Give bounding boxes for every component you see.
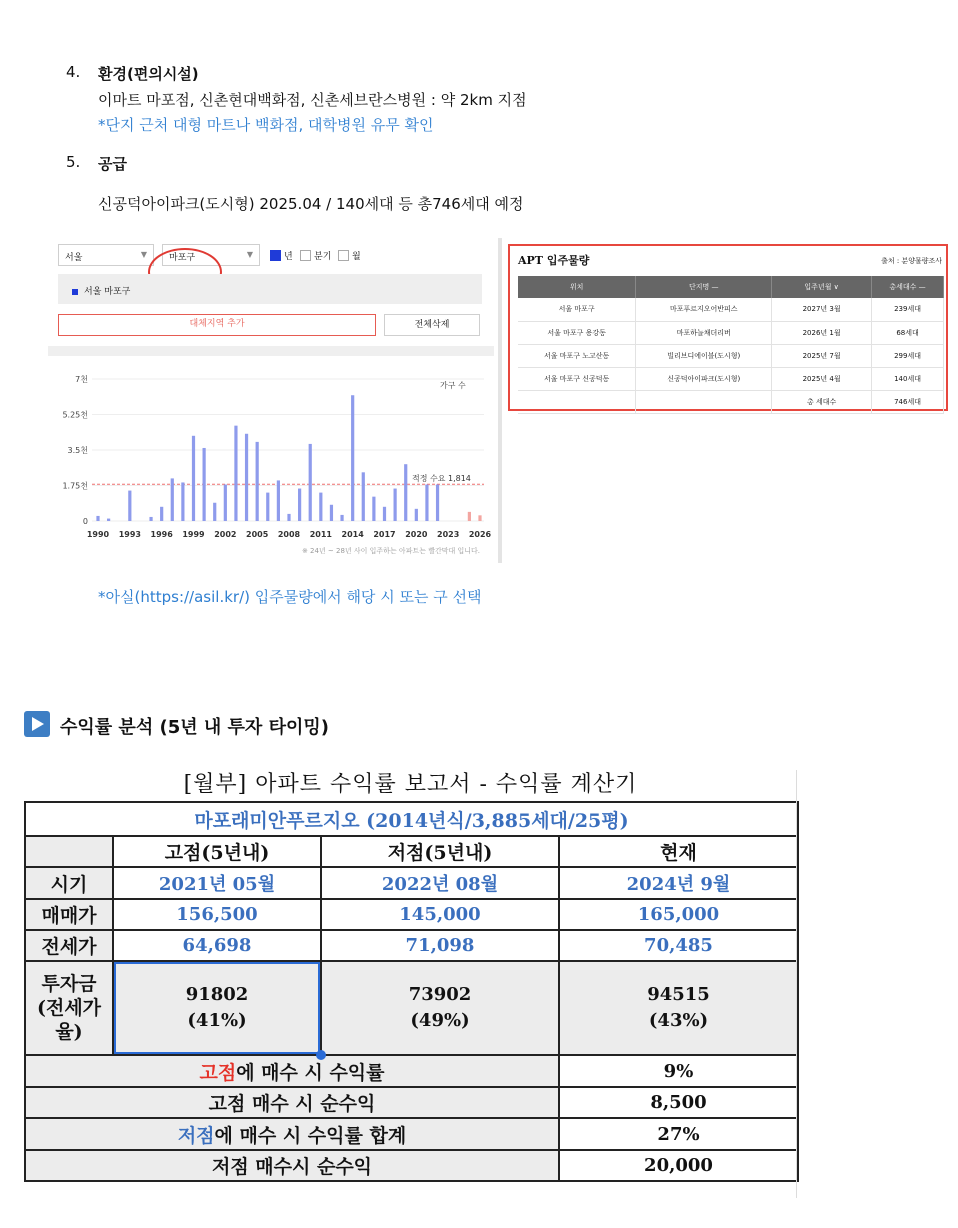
chart-bar[interactable] [383, 507, 386, 521]
report-subtitle: 마포래미안푸르지오 (2014년식/3,885세대/25평) [25, 802, 798, 836]
table-row [518, 344, 944, 367]
section-number: 4. [66, 63, 81, 81]
cell-complex: 신공덕아이파크(도시형) [636, 367, 772, 390]
table-row [25, 1087, 798, 1118]
cell-date: 2027년 3월 [772, 298, 872, 321]
supply-bar-chart [48, 363, 494, 563]
sale-low[interactable]: 145,000 [321, 899, 559, 930]
cell-date: 2026년 1월 [772, 321, 872, 344]
table-row [25, 930, 798, 961]
chart-footnote: ※ 24년 ~ 28년 사이 입주하는 아파트는 빨간막대 입니다. [301, 547, 480, 555]
chart-bar[interactable] [245, 434, 248, 521]
section-4 [66, 63, 686, 135]
checkbox-checked-icon [270, 250, 281, 261]
page-guide-line [796, 770, 797, 1198]
cell-empty [518, 390, 636, 413]
report-subtitle-row [25, 802, 798, 836]
chart-bar[interactable] [160, 507, 163, 521]
cell-location: 서울 마포구 노고산동 [518, 344, 636, 367]
low-buy-profit-label: 저점 매수시 순수익 [25, 1150, 559, 1181]
sale-high[interactable]: 156,500 [113, 899, 321, 930]
chart-bar[interactable] [404, 464, 407, 521]
x-tick-label: 2014 [341, 530, 364, 539]
chart-bar[interactable] [319, 493, 322, 521]
table-row [518, 298, 944, 321]
table-header-row [518, 276, 944, 298]
x-tick-label: 2023 [437, 530, 460, 539]
invest-high-amount: 91802 [185, 984, 249, 1005]
cell-complex: 마포하늘채더리버 [636, 321, 772, 344]
chart-bar[interactable] [394, 489, 397, 521]
jeonse-low[interactable]: 71,098 [321, 930, 559, 961]
period-high[interactable]: 2021년 05월 [113, 867, 321, 899]
panel-separator [498, 238, 502, 563]
period-year-checkbox[interactable] [270, 249, 293, 262]
delete-all-button[interactable]: 전체삭제 [384, 314, 480, 336]
asil-note: *아실(https://asil.kr/) 입주물량에서 해당 시 또는 구 선택 [98, 588, 482, 606]
invest-low-amount: 73902 [408, 984, 472, 1005]
sale-label: 매매가 [25, 899, 113, 930]
invest-label: 투자금 (전세가 율) [25, 961, 113, 1055]
y-tick-label: 5.25천 [62, 410, 88, 420]
chart-bar[interactable] [287, 514, 290, 521]
invest-high[interactable] [113, 961, 321, 1055]
invest-high-rate: (41%) [187, 1010, 247, 1031]
chart-bar[interactable] [128, 491, 131, 521]
period-year-label: 년 [284, 252, 293, 262]
period-label: 시기 [25, 867, 113, 899]
apt-panel-title: APT 입주물량 [518, 254, 590, 267]
chart-bar[interactable] [213, 503, 216, 521]
col-current: 현재 [559, 836, 798, 867]
add-region-button[interactable]: 대체지역 추가 [58, 314, 376, 336]
period-quarter-label: 분기 [314, 252, 332, 262]
cell-units: 140세대 [872, 367, 944, 390]
chart-bar[interactable] [234, 426, 237, 521]
chart-bar[interactable] [224, 484, 227, 521]
high-buy-rate-value[interactable]: 9% [559, 1055, 798, 1087]
checkbox-icon [300, 250, 311, 261]
x-tick-label: 1996 [150, 530, 173, 539]
chevron-down-icon: ▼ [140, 250, 147, 259]
high-buy-profit-value[interactable]: 8,500 [559, 1087, 798, 1118]
invest-low-rate: (49%) [410, 1010, 470, 1031]
chart-bar[interactable] [478, 515, 481, 521]
reference-line-label: 적정 수요 1,814 [412, 474, 471, 483]
x-tick-label: 2008 [277, 530, 301, 539]
y-tick-label: 3.5천 [67, 446, 88, 455]
cell-units: 299세대 [872, 344, 944, 367]
chart-bar[interactable] [425, 484, 428, 521]
section-heading: 수익률 분석 (5년 내 투자 타이밍) [60, 717, 329, 738]
x-tick-label: 2002 [214, 530, 237, 539]
chart-bar[interactable] [171, 478, 174, 521]
cell-empty [636, 390, 772, 413]
yield-report [24, 768, 797, 1182]
jeonse-high[interactable]: 64,698 [113, 930, 321, 961]
period-current[interactable]: 2024년 9월 [559, 867, 798, 899]
divider [48, 346, 494, 356]
chart-bar[interactable] [298, 489, 301, 521]
chart-bar[interactable] [203, 448, 206, 521]
chart-bar[interactable] [468, 512, 471, 521]
table-row [25, 899, 798, 930]
cell-date: 2025년 7월 [772, 344, 872, 367]
table-row [25, 867, 798, 899]
chart-bar[interactable] [266, 493, 269, 521]
section-number: 5. [66, 153, 81, 171]
table-row [25, 1055, 798, 1087]
total-label: 총 세대수 [772, 390, 872, 413]
y-tick-label: 0 [82, 517, 88, 526]
low-word: 저점 [177, 1124, 215, 1147]
low-rate-rest: 에 매수 시 수익률 합계 [214, 1124, 407, 1147]
checkbox-icon [338, 250, 349, 261]
chart-bar[interactable] [309, 444, 312, 521]
high-buy-profit-label: 고점 매수 시 순수익 [25, 1087, 559, 1118]
apt-supply-table [518, 276, 944, 414]
chart-bar[interactable] [330, 505, 333, 521]
x-tick-label: 1993 [118, 530, 141, 539]
supply-chart-widget [48, 238, 494, 563]
section-5 [66, 153, 686, 213]
table-row [25, 1118, 798, 1150]
chart-bar[interactable] [436, 484, 439, 521]
col-header-units[interactable]: 총세대수 — [872, 276, 944, 298]
low-buy-rate-value[interactable]: 27% [559, 1118, 798, 1150]
cell-units: 239세대 [872, 298, 944, 321]
x-tick-label: 2011 [309, 530, 332, 539]
col-header-complex[interactable]: 단지명 — [636, 276, 772, 298]
high-word: 고점 [199, 1061, 237, 1084]
chart-bar[interactable] [351, 395, 354, 521]
cell-units: 68세대 [872, 321, 944, 344]
chart-bar[interactable] [277, 480, 280, 521]
sale-current[interactable]: 165,000 [559, 899, 798, 930]
col-low: 저점(5년내) [321, 836, 559, 867]
table-header-row [25, 836, 798, 867]
section-text: 신공덕아이파크(도시형) 2025.04 / 140세대 등 총746세대 예정 [98, 195, 524, 213]
period-month-checkbox[interactable] [338, 249, 361, 262]
y-tick-label: 1.75천 [62, 481, 88, 491]
chart-bar[interactable] [362, 472, 365, 521]
table-row [25, 961, 798, 1055]
city-select-value: 서울 [65, 253, 83, 263]
section-text: 이마트 마포점, 신촌현대백화점, 신촌세브란스병원 : 약 2km 지점 [98, 91, 527, 109]
low-buy-profit-value[interactable]: 20,000 [559, 1150, 798, 1181]
col-header-location[interactable]: 위치 [518, 276, 636, 298]
cell-location: 서울 마포구 [518, 298, 636, 321]
period-month-label: 월 [352, 252, 361, 262]
corner-cell [25, 836, 113, 867]
table-row [518, 367, 944, 390]
region-tag-label: 서울 마포구 [84, 287, 131, 297]
x-tick-label: 2005 [246, 530, 269, 539]
y-tick-label: 7천 [75, 375, 88, 384]
col-high: 고점(5년내) [113, 836, 321, 867]
chart-bar[interactable] [107, 519, 110, 521]
chart-bar[interactable] [181, 482, 184, 521]
invest-current-rate: (43%) [648, 1010, 709, 1031]
cell-location: 서울 마포구 신공덕동 [518, 367, 636, 390]
high-rate-rest: 에 매수 시 수익률 [236, 1061, 385, 1084]
report-title: [월부] 아파트 수익률 보고서 - 수익률 계산기 [183, 772, 638, 797]
city-select[interactable] [58, 244, 154, 266]
section-note: *단지 근처 대형 마트나 백화점, 대학병원 유무 확인 [98, 116, 434, 134]
period-low[interactable]: 2022년 08월 [321, 867, 559, 899]
apt-source: 출처 : 분양물량조사 [881, 257, 942, 265]
x-tick-label: 1999 [182, 530, 205, 539]
chart-bar[interactable] [149, 517, 152, 521]
cell-complex: 빌리브디에이블(도시형) [636, 344, 772, 367]
yield-report-table [24, 801, 799, 1182]
selection-handle-icon[interactable] [316, 1050, 326, 1060]
play-icon [24, 711, 50, 737]
chart-bar[interactable] [372, 497, 375, 521]
total-value: 746세대 [872, 390, 944, 413]
jeonse-current[interactable]: 70,485 [559, 930, 798, 961]
chart-bar[interactable] [192, 436, 195, 521]
x-tick-label: 2017 [373, 530, 396, 539]
cell-complex: 마포푸르지오어반피스 [636, 298, 772, 321]
section-title: 환경(편의시설) [98, 65, 199, 83]
region-color-marker [72, 289, 78, 295]
chart-bar[interactable] [256, 442, 259, 521]
district-select-value: 마포구 [169, 253, 196, 263]
invest-current[interactable] [559, 961, 798, 1055]
invest-low[interactable] [321, 961, 559, 1055]
table-total-row [518, 390, 944, 413]
section-title: 공급 [98, 155, 127, 173]
x-tick-label: 2026 [468, 530, 492, 539]
col-header-date[interactable]: 입주년월 ∨ [772, 276, 872, 298]
table-row [25, 1150, 798, 1181]
period-quarter-checkbox[interactable] [300, 249, 331, 262]
selected-region-tag [58, 274, 482, 304]
cell-date: 2025년 4월 [772, 367, 872, 390]
apt-supply-table-panel [508, 244, 948, 411]
cell-location: 서울 마포구 용강동 [518, 321, 636, 344]
jeonse-label: 전세가 [25, 930, 113, 961]
chart-bar[interactable] [340, 515, 343, 521]
chart-bar[interactable] [415, 509, 418, 521]
chevron-down-icon: ▼ [246, 250, 253, 259]
invest-current-amount: 94515 [647, 984, 710, 1005]
x-tick-label: 1990 [86, 530, 110, 539]
chart-bar[interactable] [96, 516, 99, 521]
chart-legend: 가구 수 [440, 381, 466, 390]
x-tick-label: 2020 [405, 530, 428, 539]
high-buy-rate-label [25, 1055, 559, 1087]
table-row [518, 321, 944, 344]
low-buy-rate-label [25, 1118, 559, 1150]
